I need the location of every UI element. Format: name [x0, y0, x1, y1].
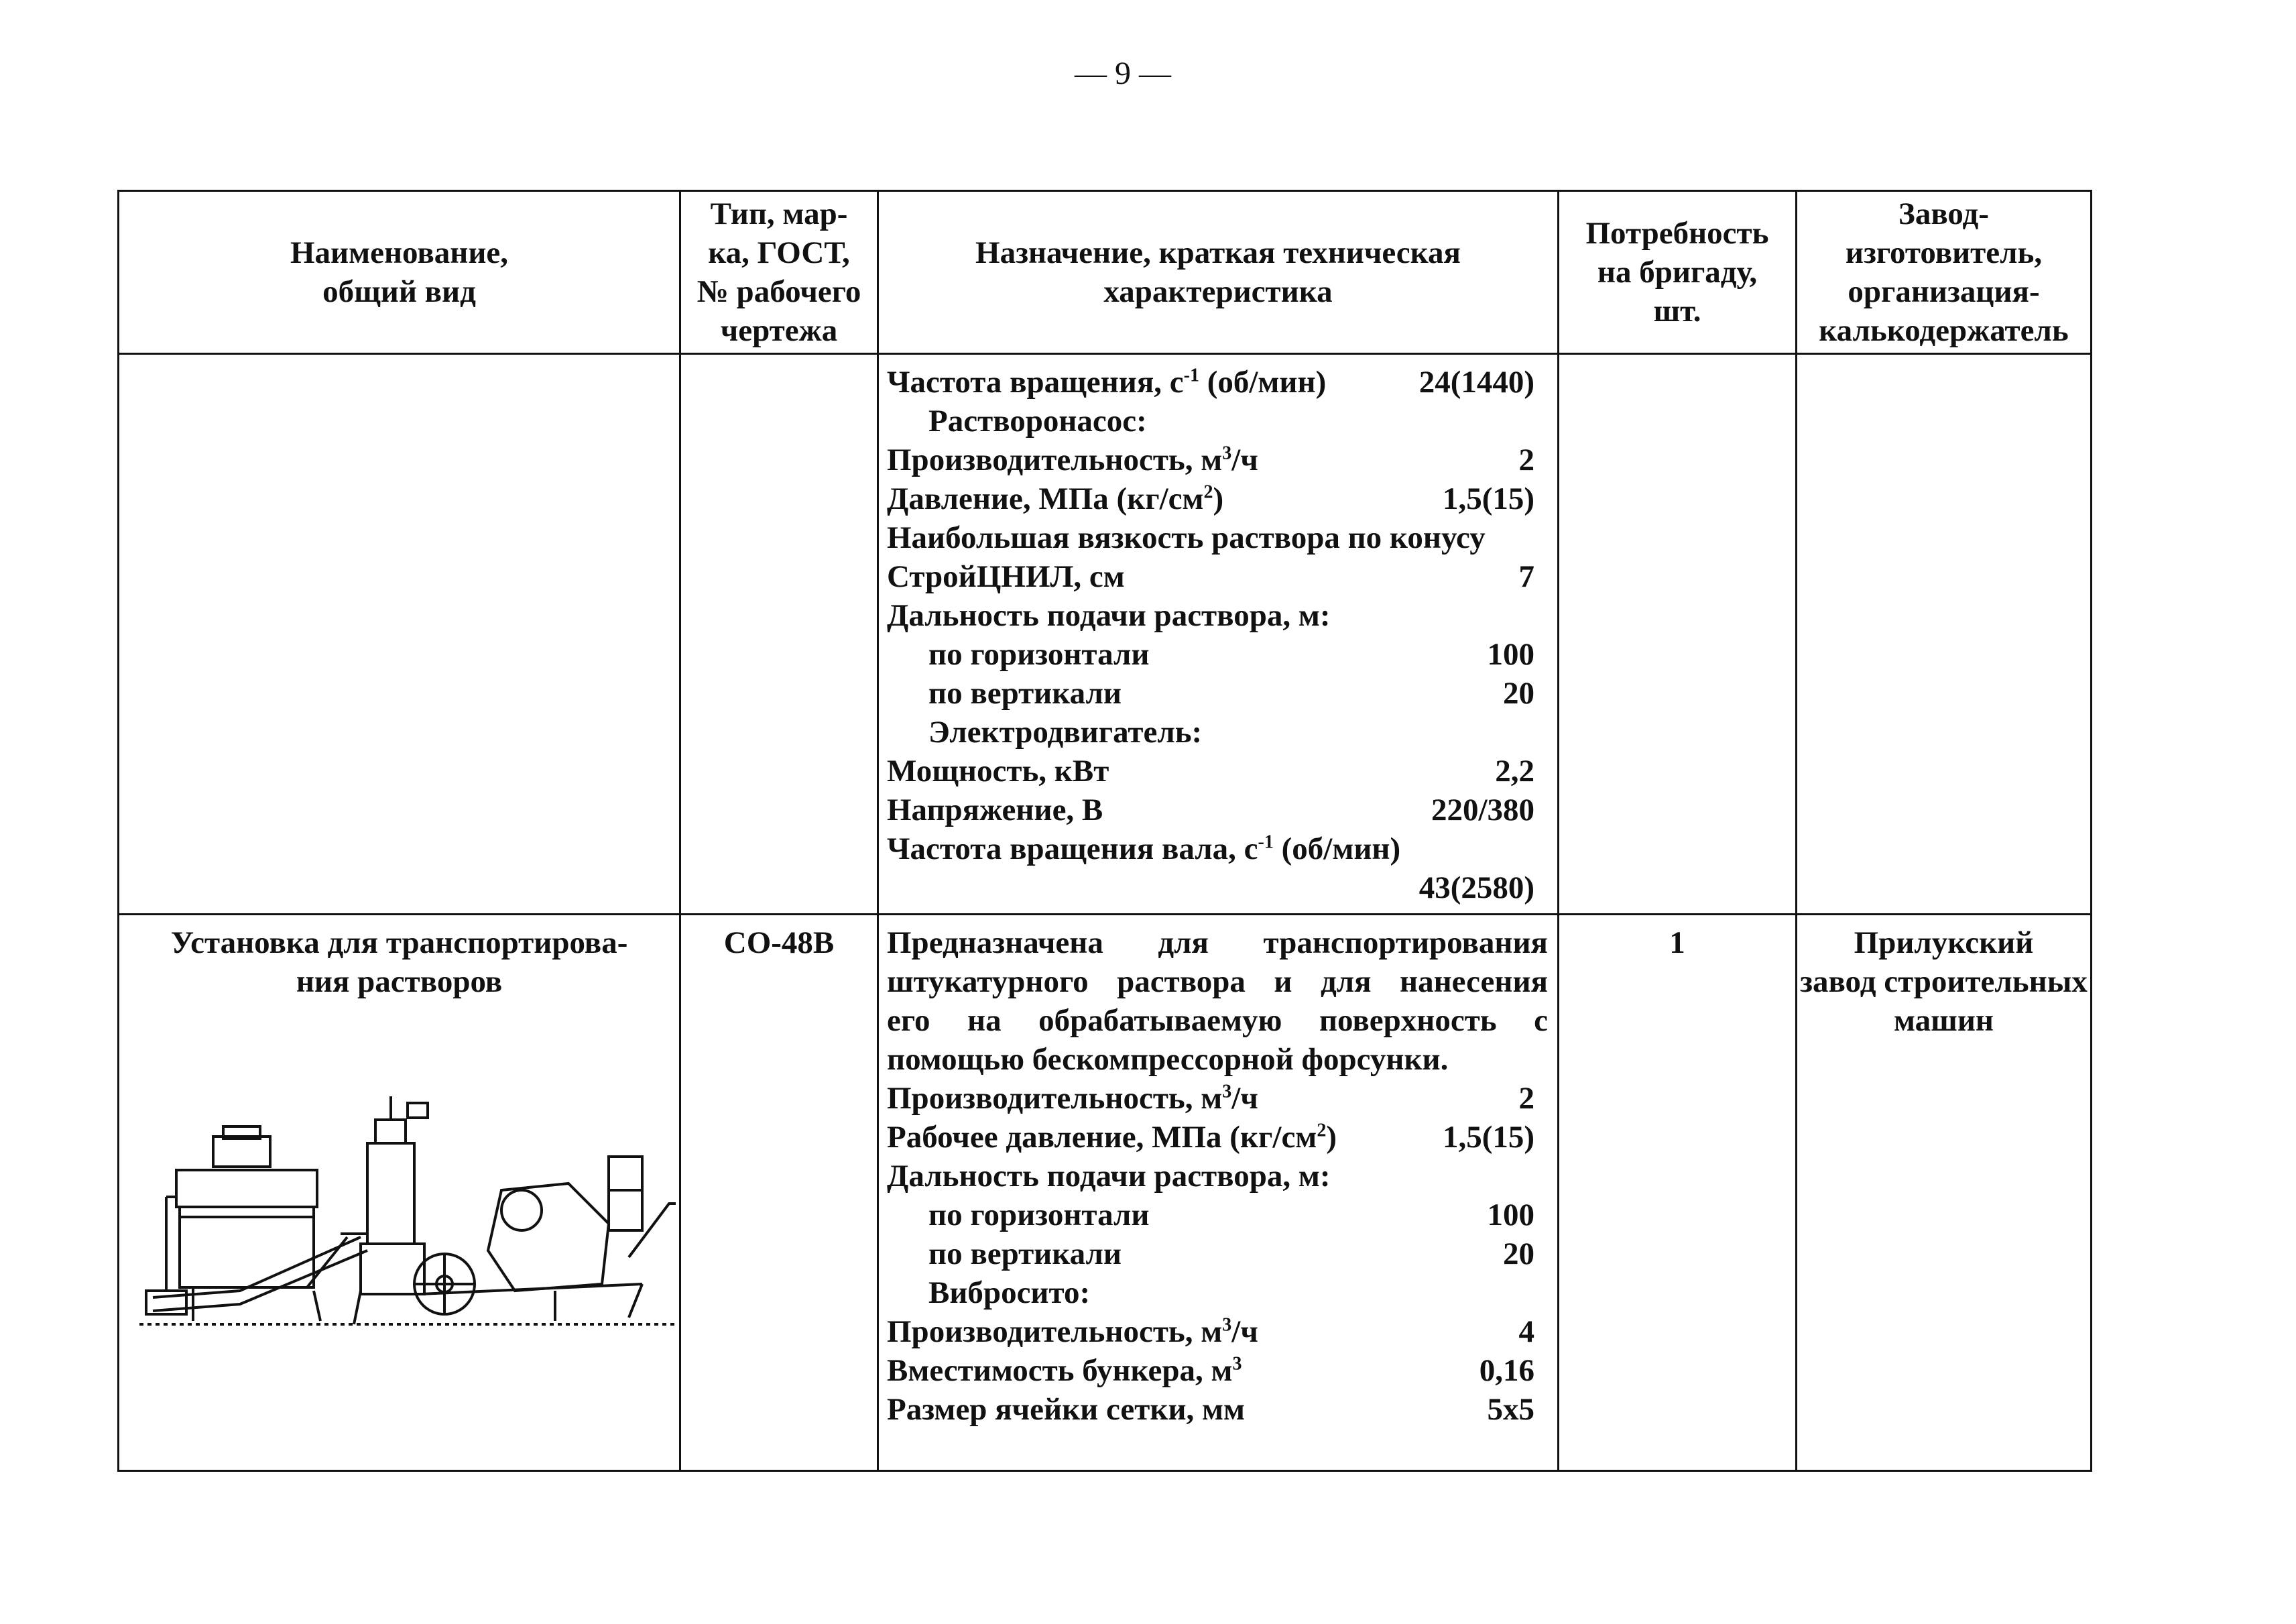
- spec-label: Наибольшая вязкость раствора по конусу: [887, 520, 1486, 555]
- spec-value: 7: [1518, 559, 1534, 594]
- spec-label: по горизонтали: [928, 637, 1150, 672]
- spec-label: по горизонтали: [928, 1198, 1150, 1232]
- spec-label: Растворонасос:: [928, 404, 1147, 439]
- spec-value: 20: [1503, 676, 1534, 711]
- spec-value: 1,5(15): [1442, 1120, 1534, 1155]
- spec-value: 4: [1518, 1314, 1534, 1349]
- spec-label: Дальность подачи раствора, м:: [887, 1159, 1331, 1194]
- spec-value: 0,16: [1479, 1353, 1534, 1388]
- row2-spec-cell: [878, 915, 1559, 1471]
- spec-value: 5х5: [1487, 1392, 1534, 1427]
- row2-spec-line: [887, 1234, 1548, 1273]
- row1-spec-line: [887, 479, 1548, 518]
- table-row: [119, 915, 2092, 1471]
- row2-type-cell: [680, 915, 878, 1471]
- spec-value: 20: [1503, 1236, 1534, 1271]
- spec-label: по вертикали: [928, 1236, 1122, 1271]
- description-line: помощью бескомпрессорной форсунки.: [887, 1042, 1449, 1077]
- row1-spec-line: [887, 635, 1548, 674]
- spec-label: Частота вращения, $с^{-1}$ (об/мин): [887, 365, 1327, 400]
- spec-value: 2: [1518, 443, 1534, 477]
- mortar-unit-drawing: [139, 1090, 676, 1344]
- equipment-need: 1: [1669, 925, 1685, 960]
- row1-spec-cell: [878, 354, 1559, 915]
- header-maker: Завод- изготовитель, организация- калькодержатель: [1797, 191, 2092, 354]
- row1-spec-line: [887, 441, 1548, 479]
- row2-spec-line: [887, 1118, 1548, 1157]
- description-line: Предназначена для транспортирования: [887, 925, 1548, 960]
- table-header-row: [119, 191, 2092, 354]
- row2-spec-line: [887, 1079, 1548, 1118]
- spec-label: Напряжение, В: [887, 793, 1103, 827]
- row1-spec-line: [887, 363, 1548, 402]
- spec-label: Производительность, $м^3/ч$: [887, 443, 1258, 477]
- equipment-table: [117, 190, 2092, 1472]
- row1-spec-line: [887, 518, 1548, 557]
- spec-label: Частота вращения вала, $с^{-1}$ (об/мин): [887, 831, 1401, 866]
- spec-label: Производительность, $м^3/ч$: [887, 1314, 1258, 1349]
- spec-value: 220/380: [1431, 793, 1534, 827]
- header-name: Наименование, общий вид: [119, 191, 680, 354]
- row2-spec-line: [887, 1157, 1548, 1196]
- row1-spec-line: [887, 791, 1548, 829]
- row2-spec-line: [887, 1273, 1548, 1312]
- equipment-type: СО-48В: [723, 925, 835, 960]
- row2-spec-line: [887, 1390, 1548, 1429]
- row1-spec-line: [887, 829, 1548, 868]
- spec-value: 24(1440): [1418, 365, 1534, 400]
- spec-label: Дальность подачи раствора, м:: [887, 598, 1331, 633]
- row2-spec-line: [887, 1351, 1548, 1390]
- row2-spec-line: [887, 1312, 1548, 1351]
- row1-maker-cell: [1797, 354, 2092, 915]
- header-purpose: Назначение, краткая техническая характеристика: [878, 191, 1559, 354]
- row1-spec-list: [887, 363, 1548, 907]
- row2-spec-list: [887, 1079, 1548, 1429]
- row1-spec-line: [887, 868, 1548, 907]
- spec-label: Электродвигатель:: [928, 715, 1203, 750]
- row1-spec-line: [887, 752, 1548, 791]
- row1-spec-line: [887, 557, 1548, 596]
- spec-value: 2: [1518, 1081, 1534, 1116]
- spec-label: СтройЦНИЛ, см: [887, 559, 1125, 594]
- equipment-name: Установка для транспортирова- ния растворов: [170, 925, 628, 999]
- page-number: — 9 —: [1075, 56, 1171, 91]
- row2-need-cell: [1559, 915, 1797, 1471]
- spec-label: Рабочее давление, МПа $(кг/см^2)$: [887, 1120, 1337, 1155]
- spec-value: 43(2580): [1418, 870, 1534, 905]
- spec-label: Производительность, $м^3/ч$: [887, 1081, 1258, 1116]
- header-need: Потребность на бригаду, шт.: [1559, 191, 1797, 354]
- row2-description: [887, 923, 1548, 1079]
- equipment-maker: Прилукский завод строительных машин: [1800, 925, 2088, 1038]
- row1-type-cell: [680, 354, 878, 915]
- description-line: его на обрабатываемую поверхность с: [887, 1003, 1548, 1038]
- row1-spec-line: [887, 402, 1548, 441]
- row2-name-cell: [119, 915, 680, 1471]
- row1-spec-line: [887, 596, 1548, 635]
- spec-value: 2,2: [1495, 754, 1534, 789]
- spec-label: Вместимость бункера, $м^3$: [887, 1353, 1242, 1388]
- table-row: [119, 354, 2092, 915]
- row2-maker-cell: [1797, 915, 2092, 1471]
- spec-label: Вибросито:: [928, 1275, 1091, 1310]
- spec-value: 1,5(15): [1442, 481, 1534, 516]
- description-line: штукатурного раствора и для нанесения: [887, 964, 1548, 999]
- spec-label: по вертикали: [928, 676, 1122, 711]
- spec-label: Мощность, кВт: [887, 754, 1109, 789]
- spec-label: Размер ячейки сетки, мм: [887, 1392, 1246, 1427]
- spec-label: Давление, МПа $(кг/см^2)$: [887, 481, 1224, 516]
- row1-need-cell: [1559, 354, 1797, 915]
- row1-spec-line: [887, 713, 1548, 752]
- spec-value: 100: [1487, 1198, 1534, 1232]
- row1-spec-line: [887, 674, 1548, 713]
- row2-spec-line: [887, 1196, 1548, 1234]
- row1-name-cell: [119, 354, 680, 915]
- header-type: Тип, мар- ка, ГОСТ, № рабочего чертежа: [680, 191, 878, 354]
- spec-value: 100: [1487, 637, 1534, 672]
